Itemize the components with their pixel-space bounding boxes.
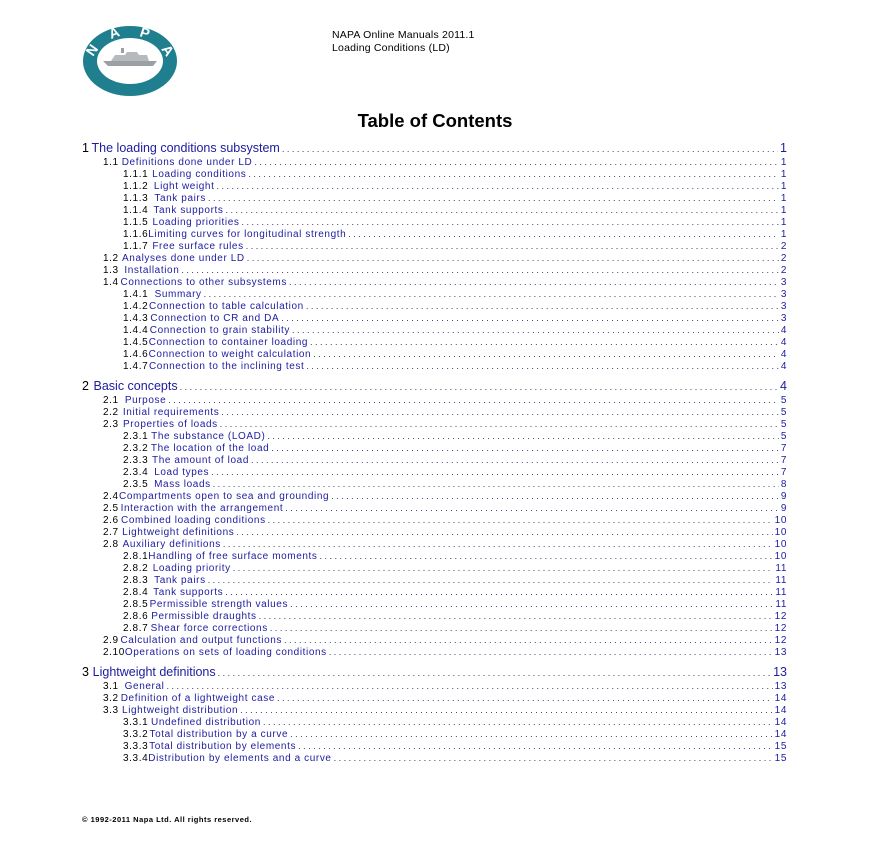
toc-entry-number: 1.4 (103, 277, 119, 288)
logo-letter: N (82, 41, 102, 59)
toc-entry-title[interactable]: Auxiliary definitions (122, 539, 221, 550)
toc-entry[interactable] (82, 430, 787, 442)
toc-dot-leader (329, 646, 773, 658)
toc-entry[interactable] (82, 740, 787, 752)
toc-entry[interactable] (82, 586, 787, 598)
toc-entry-number: 2.8.3 (123, 575, 149, 586)
toc-entry-number: 1.1.1 (123, 169, 149, 180)
toc-dot-leader (268, 514, 773, 526)
toc-entry-page[interactable]: 15 (774, 753, 787, 764)
toc-entry-number: 2.8.7 (123, 623, 149, 634)
toc-dot-leader (310, 336, 779, 348)
toc-entry-page[interactable]: 12 (774, 623, 787, 634)
toc-entry[interactable] (82, 664, 787, 680)
toc-entry-page[interactable]: 4 (780, 349, 787, 360)
toc-entry[interactable] (82, 610, 787, 622)
toc-entry-page[interactable]: 7 (780, 455, 787, 466)
toc-entry[interactable] (82, 728, 787, 740)
toc-entry-title[interactable]: Connection to grain stability (149, 325, 291, 336)
toc-entry[interactable] (82, 264, 787, 276)
toc-entry-number: 3.3 (103, 705, 119, 716)
toc-entry-number: 1.1.5 (123, 217, 149, 228)
toc-entry-page[interactable]: 3 (780, 277, 787, 288)
toc-entry-page[interactable]: 11 (775, 587, 787, 598)
toc-entry[interactable] (82, 502, 787, 514)
toc-entry-number: 2.8.4 (123, 587, 149, 598)
toc-entry[interactable] (82, 360, 787, 372)
toc-entry-page[interactable]: 4 (780, 361, 787, 372)
toc-entry-page[interactable]: 11 (775, 563, 787, 574)
toc-entry-title[interactable]: Purpose (124, 395, 167, 406)
toc-entry-number: 2.8.1 (123, 551, 149, 562)
toc-dot-leader (181, 264, 778, 276)
toc-entry-number: 2.1 (103, 395, 119, 406)
toc-entry-title[interactable]: Interaction with the arrangement (120, 503, 284, 514)
toc-entry-title[interactable]: Total distribution by elements (149, 741, 297, 752)
toc-dot-leader (213, 478, 779, 490)
toc-entry-title[interactable]: Tank supports (153, 587, 224, 598)
toc-dot-leader (277, 692, 773, 704)
toc-entry-title[interactable]: Loading priority (152, 563, 231, 574)
toc-entry-number: 1.4.7 (123, 361, 149, 372)
toc-dot-leader (331, 490, 779, 502)
toc-entry[interactable] (82, 490, 787, 502)
toc-entry-title[interactable]: Connections to other subsystems (120, 277, 287, 288)
toc-entry[interactable] (82, 466, 787, 478)
toc-entry-title[interactable]: Lightweight distribution (122, 705, 239, 716)
toc-entry[interactable] (82, 240, 787, 252)
toc-entry[interactable] (82, 336, 787, 348)
toc-entry-page[interactable]: 1 (780, 217, 787, 228)
toc-entry-title[interactable]: Tank pairs (154, 575, 206, 586)
toc-entry-page[interactable]: 7 (780, 467, 787, 478)
toc-entry-page[interactable]: 3 (780, 313, 787, 324)
toc-entry-number: 2.3.2 (123, 443, 149, 454)
toc-entry-title[interactable]: Analyses done under LD (122, 253, 245, 264)
toc-entry-page[interactable]: 3 (780, 301, 787, 312)
toc-entry-page[interactable]: 1 (780, 181, 787, 192)
toc-entry-title[interactable]: Initial requirements (122, 407, 220, 418)
toc-entry[interactable] (82, 454, 787, 466)
toc-entry-page[interactable]: 13 (773, 665, 787, 679)
toc-entry-page[interactable]: 5 (780, 431, 787, 442)
toc-entry-title[interactable]: Shear force corrections (150, 623, 268, 634)
toc-entry-page[interactable]: 4 (780, 325, 787, 336)
toc-entry-page[interactable]: 9 (780, 491, 787, 502)
toc-entry-page[interactable]: 10 (774, 551, 787, 562)
toc-entry-title[interactable]: General (124, 681, 165, 692)
toc-entry-number: 1.1.3 (123, 193, 149, 204)
toc-entry-number: 2.2 (103, 407, 119, 418)
toc-entry[interactable] (82, 646, 787, 658)
toc-entry-number: 3.3.1 (123, 717, 149, 728)
toc-dot-leader (281, 312, 779, 324)
toc-dot-leader (259, 610, 773, 622)
toc-dot-leader (240, 704, 773, 716)
toc-entry-title[interactable]: Free surface rules (152, 241, 244, 252)
toc-entry-number: 2.8.6 (123, 611, 149, 622)
page-title: Table of Contents (357, 110, 513, 131)
toc-entry-number: 3.3.2 (123, 729, 149, 740)
toc-entry-number: 1.4.4 (123, 325, 149, 336)
toc-entry-title[interactable]: Installation (124, 265, 180, 276)
toc-entry-title[interactable]: Total distribution by a curve (149, 729, 289, 740)
toc-entry-number: 2.8.5 (123, 599, 149, 610)
toc-entry-number: 3.3.4 (123, 753, 149, 764)
toc-dot-leader (251, 454, 779, 466)
toc-dot-leader (248, 168, 778, 180)
toc-entry-number: 1.4.3 (123, 313, 149, 324)
toc-entry-page[interactable]: 5 (780, 407, 787, 418)
toc-entry-page[interactable]: 13 (774, 647, 787, 658)
toc-dot-leader (306, 360, 778, 372)
logo-letter: A (158, 41, 178, 60)
toc-entry-title[interactable]: Connection to table calculation (149, 301, 304, 312)
toc-entry-title[interactable]: Undefined distribution (151, 717, 261, 728)
toc-dot-leader (204, 288, 779, 300)
toc-entry-page[interactable]: 5 (780, 395, 787, 406)
toc-entry-page[interactable]: 2 (780, 253, 787, 264)
toc-dot-leader (320, 550, 773, 562)
toc-entry-title[interactable]: Lightweight definitions (122, 527, 235, 538)
toc-entry-number: 1.1.7 (123, 241, 149, 252)
toc-entry-title[interactable]: Connection to weight calculation (148, 349, 312, 360)
toc-entry-number: 2.5 (103, 503, 119, 514)
toc-entry-number: 2.3 (103, 419, 119, 430)
toc-entry[interactable] (82, 140, 787, 156)
napa-logo (81, 24, 179, 98)
toc-dot-leader (216, 180, 778, 192)
toc-entry-page[interactable]: 4 (780, 379, 787, 393)
toc-entry-title[interactable]: Connection to container loading (148, 337, 309, 348)
toc-entry[interactable] (82, 348, 787, 360)
toc-entry-page[interactable]: 10 (774, 527, 787, 538)
toc-dot-leader (166, 680, 772, 692)
manual-subtitle: Loading Conditions (LD) (332, 42, 450, 54)
toc-entry-title[interactable]: Permissible strength values (149, 599, 289, 610)
toc-entry-number: 2.3.3 (123, 455, 149, 466)
toc-dot-leader (247, 252, 779, 264)
toc-entry-page[interactable]: 10 (774, 539, 787, 550)
toc-entry-page[interactable]: 4 (780, 337, 787, 348)
toc-entry-page[interactable]: 5 (780, 419, 787, 430)
toc-entry-title[interactable]: Properties of loads (122, 419, 218, 430)
toc-entry[interactable] (82, 228, 787, 240)
toc-dot-leader (246, 240, 779, 252)
toc-entry-number: 1 (82, 141, 89, 155)
toc-entry-number: 2.9 (103, 635, 119, 646)
toc-entry[interactable] (82, 550, 787, 562)
toc-dot-leader (220, 418, 779, 430)
toc-entry[interactable] (82, 288, 787, 300)
toc-entry-title[interactable]: Summary (154, 289, 202, 300)
toc-entry-number: 2.10 (103, 647, 125, 658)
toc-entry[interactable] (82, 300, 787, 312)
toc-entry[interactable] (82, 442, 787, 454)
toc-entry-page[interactable]: 8 (780, 479, 787, 490)
toc-entry-title[interactable]: Handling of free surface moments (148, 551, 318, 562)
toc-entry-page[interactable]: 12 (774, 611, 787, 622)
toc-entry[interactable] (82, 156, 787, 168)
toc-dot-leader (211, 466, 779, 478)
toc-entry-page[interactable]: 7 (780, 443, 787, 454)
toc-dot-leader (285, 502, 779, 514)
toc-entry-page[interactable]: 12 (774, 635, 787, 646)
toc-entry-number: 2.3.1 (123, 431, 149, 442)
toc-dot-leader (225, 204, 778, 216)
copyright-footer: © 1992-2011 Napa Ltd. All rights reserved. (82, 815, 253, 824)
toc-entry-title[interactable]: Loading priorities (152, 217, 240, 228)
toc-entry-page[interactable]: 2 (780, 265, 787, 276)
toc-entry-title[interactable]: The substance (LOAD) (151, 431, 266, 442)
logo-letter: P (138, 24, 152, 42)
toc-entry-page[interactable]: 1 (780, 157, 787, 168)
toc-entry[interactable] (82, 692, 787, 704)
toc-entry-number: 2.8 (103, 539, 119, 550)
toc-dot-leader (180, 379, 778, 394)
toc-entry[interactable] (82, 598, 787, 610)
toc-entry-page[interactable]: 1 (780, 193, 787, 204)
toc-entry-page[interactable]: 1 (780, 141, 787, 155)
toc-dot-leader (292, 324, 779, 336)
toc-entry-number: 2.6 (103, 515, 119, 526)
toc-dot-leader (306, 300, 779, 312)
toc-entry-title[interactable]: Light weight (153, 181, 215, 192)
toc-dot-leader (242, 216, 779, 228)
toc-entry-title[interactable]: Limiting curves for longitudinal strength (148, 229, 347, 240)
toc-entry-number: 2 (82, 379, 89, 393)
toc-dot-leader (313, 348, 779, 360)
toc-entry[interactable] (82, 312, 787, 324)
toc-entry-number: 1.1 (103, 157, 119, 168)
toc-entry-page[interactable]: 14 (774, 705, 787, 716)
toc-entry-title[interactable]: Tank pairs (154, 193, 206, 204)
toc-entry-page[interactable]: 2 (780, 241, 787, 252)
toc-entry-title[interactable]: Definition of a lightweight case (120, 693, 275, 704)
toc-dot-leader (267, 430, 778, 442)
toc-entry[interactable] (82, 324, 787, 336)
toc-entry-number: 3.2 (103, 693, 119, 704)
toc-dot-leader (298, 740, 773, 752)
toc-dot-leader (284, 634, 773, 646)
toc-entry[interactable] (82, 704, 787, 716)
toc-entry-number: 1.4.6 (123, 349, 149, 360)
toc-entry-title[interactable]: Calculation and output functions (120, 635, 282, 646)
toc-entry[interactable] (82, 192, 787, 204)
toc-dot-leader (236, 526, 772, 538)
toc-entry-page[interactable]: 9 (780, 503, 787, 514)
toc-entry-title[interactable]: Operations on sets of loading conditions (124, 647, 327, 658)
toc-entry-number: 1.1.4 (123, 205, 149, 216)
toc-entry[interactable] (82, 168, 787, 180)
toc-entry-page[interactable]: 15 (774, 741, 787, 752)
toc-entry-title[interactable]: Permissible draughts (151, 611, 257, 622)
toc-entry[interactable] (82, 634, 787, 646)
toc-entry-title[interactable]: Tank supports (153, 205, 224, 216)
logo-letter: A (106, 24, 122, 42)
toc-entry[interactable] (82, 394, 787, 406)
toc-entry[interactable] (82, 622, 787, 634)
toc-entry-number: 1.2 (103, 253, 119, 264)
toc-entry[interactable] (82, 562, 787, 574)
toc-dot-leader (225, 586, 773, 598)
toc-dot-leader (254, 156, 778, 168)
toc-entry[interactable] (82, 538, 787, 550)
toc-entry-page[interactable]: 13 (774, 681, 787, 692)
toc-entry-title[interactable]: Load types (154, 467, 210, 478)
toc-entry[interactable] (82, 378, 787, 394)
table-of-contents (82, 140, 787, 764)
toc-entry-title[interactable]: The amount of load (152, 455, 249, 466)
toc-entry-page[interactable]: 10 (774, 515, 787, 526)
toc-entry-page[interactable]: 14 (774, 729, 787, 740)
toc-entry[interactable] (82, 680, 787, 692)
toc-entry-title[interactable]: Definitions done under LD (121, 157, 253, 168)
toc-entry[interactable] (82, 180, 787, 192)
toc-dot-leader (221, 406, 778, 418)
toc-dot-leader (208, 574, 774, 586)
toc-entry-page[interactable]: 14 (774, 717, 787, 728)
toc-entry-number: 1.3 (103, 265, 119, 276)
toc-dot-leader (168, 394, 779, 406)
toc-entry-title[interactable]: Loading conditions (152, 169, 247, 180)
toc-entry-number: 2.7 (103, 527, 119, 538)
toc-entry[interactable] (82, 526, 787, 538)
toc-entry[interactable] (82, 216, 787, 228)
toc-entry[interactable] (82, 752, 787, 764)
toc-entry[interactable] (82, 418, 787, 430)
toc-entry[interactable] (82, 574, 787, 586)
toc-entry-number: 1.1.6 (123, 229, 149, 240)
toc-entry-number: 2.3.5 (123, 479, 149, 490)
toc-dot-leader (289, 276, 779, 288)
toc-entry-title[interactable]: Mass loads (154, 479, 211, 490)
toc-entry-number: 1.1.2 (123, 181, 149, 192)
toc-entry-title[interactable]: Basic concepts (93, 379, 178, 393)
toc-entry[interactable] (82, 276, 787, 288)
toc-entry-number: 2.4 (103, 491, 119, 502)
toc-entry[interactable] (82, 204, 787, 216)
toc-dot-leader (218, 665, 771, 680)
toc-dot-leader (233, 562, 774, 574)
toc-entry-page[interactable]: 1 (780, 205, 787, 216)
toc-entry-number: 1.4.1 (123, 289, 149, 300)
toc-dot-leader (290, 598, 773, 610)
toc-dot-leader (263, 716, 773, 728)
toc-dot-leader (271, 442, 779, 454)
toc-entry-number: 3.3.3 (123, 741, 149, 752)
toc-entry-page[interactable]: 3 (780, 289, 787, 300)
toc-dot-leader (208, 192, 779, 204)
toc-entry-title[interactable]: Combined loading conditions (121, 515, 266, 526)
toc-entry-title[interactable]: Lightweight definitions (92, 665, 216, 679)
toc-dot-leader (348, 228, 779, 240)
toc-entry[interactable] (82, 716, 787, 728)
toc-entry-title[interactable]: Distribution by elements and a curve (148, 753, 332, 764)
toc-entry-page[interactable]: 1 (780, 229, 787, 240)
document-header (332, 29, 475, 55)
toc-entry-page[interactable]: 1 (780, 169, 787, 180)
toc-entry-number: 1.4.2 (123, 301, 149, 312)
toc-entry-title[interactable]: Compartments open to sea and grounding (119, 491, 330, 502)
toc-entry[interactable] (82, 514, 787, 526)
toc-dot-leader (270, 622, 773, 634)
toc-dot-leader (223, 538, 773, 550)
toc-entry-title[interactable]: The location of the load (150, 443, 270, 454)
toc-entry-title[interactable]: The loading conditions subsystem (91, 141, 280, 155)
toc-entry-number: 2.3.4 (123, 467, 149, 478)
toc-entry-page[interactable]: 11 (775, 575, 787, 586)
toc-entry-title[interactable]: Connection to the inclining test (148, 361, 305, 372)
toc-entry-number: 1.4.5 (123, 337, 149, 348)
toc-entry-page[interactable]: 11 (775, 599, 787, 610)
toc-entry[interactable] (82, 252, 787, 264)
manual-title: NAPA Online Manuals 2011.1 (332, 29, 475, 41)
toc-entry[interactable] (82, 478, 787, 490)
toc-dot-leader (282, 141, 778, 156)
toc-entry[interactable] (82, 406, 787, 418)
toc-entry-number: 3 (82, 665, 89, 679)
toc-entry-number: 2.8.2 (123, 563, 149, 574)
toc-dot-leader (334, 752, 773, 764)
toc-dot-leader (290, 728, 773, 740)
toc-entry-page[interactable]: 14 (774, 693, 787, 704)
toc-entry-title[interactable]: Connection to CR and DA (150, 313, 280, 324)
toc-entry-number: 3.1 (103, 681, 119, 692)
